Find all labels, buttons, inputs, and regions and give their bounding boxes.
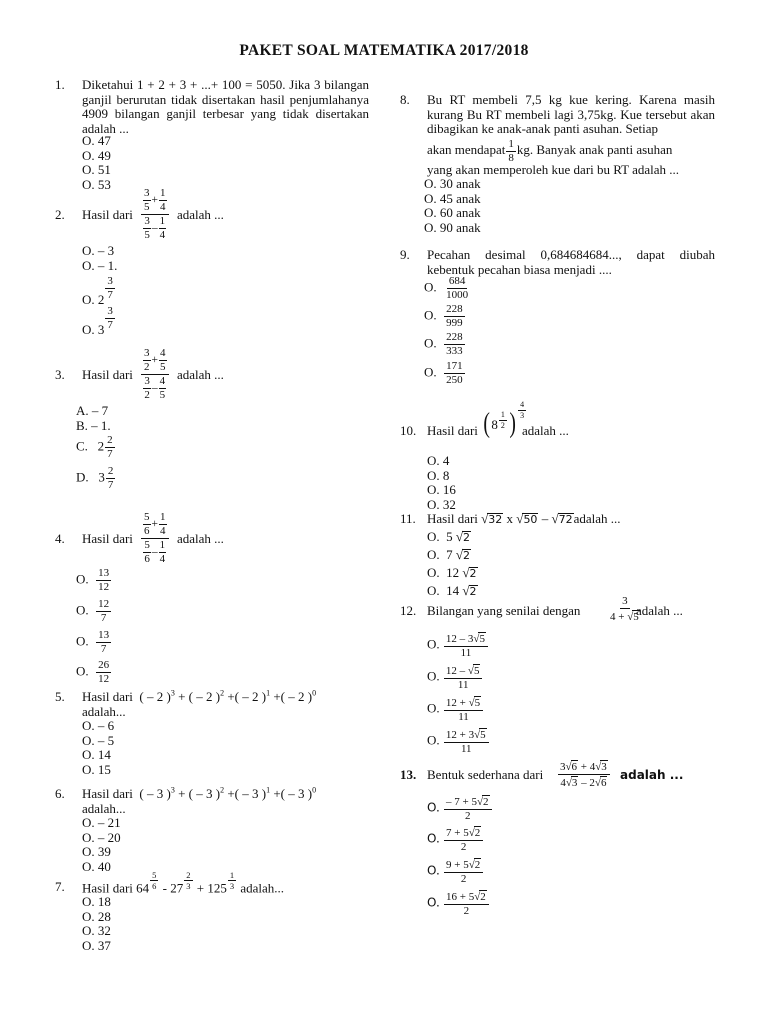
question-number: 7. [55,879,65,894]
option[interactable]: O. – 5 [82,732,115,748]
question-number: 8. [400,92,410,107]
option[interactable]: O. 2 $\frac{3}{7}$ [82,275,113,308]
complex-fraction: $\frac{3}{2}$ + $\frac{4}{5}$ $\frac{3}{2}$ – $\frac{4}{5}$ [141,348,169,401]
option[interactable]: O. 47 [82,133,111,148]
option[interactable]: O. 15 [82,761,111,777]
option[interactable]: O. – 20 [82,829,121,845]
question-number: 10. [400,423,417,438]
option[interactable]: O. 3 $\frac{3}{7}$ [82,305,113,338]
option[interactable]: O. $\frac{228}{999}$ [424,303,463,329]
question-text: Hasil dari ( – 3 )$^3$ + ( – 3 )$^2$ +( – 3 )$^1$ +( – 3 )$^0$ [82,785,317,801]
option[interactable]: C. 2 $\frac{2}{7}$ [76,434,113,460]
option[interactable]: O. – 1. [82,257,118,273]
option[interactable]: O. 12 √2 [427,565,477,580]
question-text: Hasil dari 64 $\frac{5}{6}$ - 27 $\frac{2}{3}$ + 125 $\frac{1}{3}$ adalah... [82,870,285,896]
option[interactable]: O. 16 [427,482,456,497]
question-7-options [82,895,111,953]
question-text: Bu RT membeli 7,5 kg kue kering. Karena masih kurang Bu RT membeli lagi 3,75kg. Kue tersebut akan dibagikan ke anak-anak panti asuhan. Setiap [427,92,715,136]
question-7 [55,870,370,896]
option[interactable]: O. 18 [82,894,111,909]
question-12: 12. Bilangan yang senilai dengan $\frac{3}{4 + √5}$ adalah ... [400,595,683,623]
option[interactable]: O. $\frac{12 - √5}{11}$ [427,664,483,691]
question-number: 2. [55,207,65,222]
question-5-options [82,719,114,777]
option[interactable]: O. 39 [82,844,111,859]
question-number: 9. [400,247,410,262]
complex-fraction: $\frac{3}{5}$ + $\frac{1}{4}$ $\frac{3}{5}$ – $\frac{1}{4}$ [141,188,169,241]
fraction-expression: $\frac{3√6 + 4√3}{4√3 - 2√6}$ [558,760,610,789]
option[interactable]: O. $\frac{12 - 3√5}{11}$ [427,632,489,659]
option[interactable]: O. 45 anak [424,190,481,206]
option[interactable]: O. $\frac{9 + 5√2}{2}$ [427,858,484,885]
option[interactable]: A. – 7 [76,403,109,418]
question-text: Hasil dari [82,367,133,382]
option[interactable]: O. 14 [82,747,111,762]
option[interactable]: O. 14 √2 [427,583,477,598]
question-number: 11. [400,511,416,526]
option[interactable]: O. – 6 [82,718,115,733]
question-4 [55,512,370,568]
option[interactable]: O. 37 [82,937,111,953]
question-8-line4: akan mendapat $\frac{1}{8}$ kg. Banyak anak panti asuhan [427,138,673,164]
option[interactable]: O. $\frac{26}{12}$ [76,659,110,685]
question-10-options [427,454,456,512]
option[interactable]: O. 7 √2 [427,547,471,562]
option[interactable]: O. $\frac{171}{250}$ [424,360,463,386]
option[interactable]: B. – 1. [76,417,111,433]
option[interactable]: O. 28 [82,908,111,924]
option[interactable]: O. 90 anak [424,219,481,235]
question-number: 5. [55,689,65,704]
question-text-end: adalah ... [177,207,224,222]
question-number: 1. [55,77,65,92]
option[interactable]: O. $\frac{228}{333}$ [424,331,463,357]
question-number: 13. [400,767,417,782]
option[interactable]: O. $\frac{12 + 3√5}{11}$ [427,728,490,755]
exponent-expression: (8 $\frac{1}{2}$ ) $\frac{4}{3}$ [483,399,525,439]
question-text: Hasil dari [82,531,133,546]
question-3 [55,348,370,404]
option[interactable]: O. 32 [427,496,456,512]
question-text: Hasil dari ( – 2 )$^3$ + ( – 2 )$^2$ +( – 2 )$^1$ +( – 2 )$^0$ [82,688,317,704]
question-6-options [82,816,121,874]
option[interactable]: O. 53 [82,176,111,192]
question-8-line5: yang akan memperoleh kue dari bu RT adalah ... [427,162,680,177]
option[interactable]: O. $\frac{12}{7}$ [76,598,110,624]
question-number: 12. [400,603,417,618]
question-13: 13. Bentuk sederhana dari $\frac{3√6 + 4√3}{4√3 - 2√6}$ adalah ... [400,761,684,789]
question-text: Diketahui 1 + 2 + 3 + ...+ 100 = 5050. Jika 3 bilangan ganjil berurutan tidak disertakan hasil penjumlahanya 4909 bilangan ganjil terbesar yang tidak disertakan adalah ... [82,77,369,136]
option[interactable]: D. 3 $\frac{2}{7}$ [76,465,114,491]
option[interactable]: O. 8 [427,467,450,483]
question-2 [55,188,370,244]
fraction-expression: $\frac{3}{4 + √5}$ [610,595,639,623]
option[interactable]: O. 49 [82,147,111,163]
option[interactable]: O. 30 anak [424,176,481,191]
option[interactable]: O. $\frac{7 + 5√2}{2}$ [427,826,484,853]
option[interactable]: O. 60 anak [424,205,481,220]
option[interactable]: O. – 3 [82,243,115,258]
option[interactable]: O. 32 [82,923,111,938]
option[interactable]: O. $\frac{- 7 + 5√2}{2}$ [427,795,493,822]
question-text-cont: adalah... [82,703,126,719]
question-number: 4. [55,531,65,546]
complex-fraction: $\frac{5}{6}$ + $\frac{1}{4}$ $\frac{5}{6}$ – $\frac{1}{4}$ [141,512,169,565]
option[interactable]: O. 51 [82,162,111,177]
question-number: 6. [55,786,65,801]
question-text-end: adalah ... [177,367,224,382]
question-2-options [82,244,117,273]
question-text: Pecahan desimal 0,684684684..., dapat diubah kebentuk pecahan biasa menjadi .... [427,247,715,277]
question-text-cont: adalah... [82,800,126,816]
option[interactable]: O. $\frac{13}{7}$ [76,629,110,655]
question-10: 10. Hasil dari (8 $\frac{1}{2}$ ) $\frac{4}{3}$ adalah ... [400,399,569,439]
question-text: Hasil dari √32 x √50 – √72adalah ... [427,511,621,526]
question-1-options [82,134,111,192]
option[interactable]: O. $\frac{16 + 5√2}{2}$ [427,890,490,917]
page-title: PAKET SOAL MATEMATIKA 2017/2018 [239,42,529,59]
option[interactable]: O. $\frac{684}{1000}$ [424,275,469,301]
question-8-options [424,177,481,235]
option[interactable]: O. 4 [427,453,450,468]
option[interactable]: O. – 21 [82,815,121,830]
option[interactable]: O. 40 [82,858,111,874]
question-11-options [427,530,478,602]
question-text-end: adalah ... [177,531,224,546]
option[interactable]: O. $\frac{12 + √5}{11}$ [427,696,484,723]
option[interactable]: O. $\frac{13}{12}$ [76,567,110,593]
question-3-options [76,404,111,433]
question-number: 3. [55,367,65,382]
option[interactable]: O. 5 √2 [427,529,471,544]
question-text: Hasil dari [82,207,133,222]
